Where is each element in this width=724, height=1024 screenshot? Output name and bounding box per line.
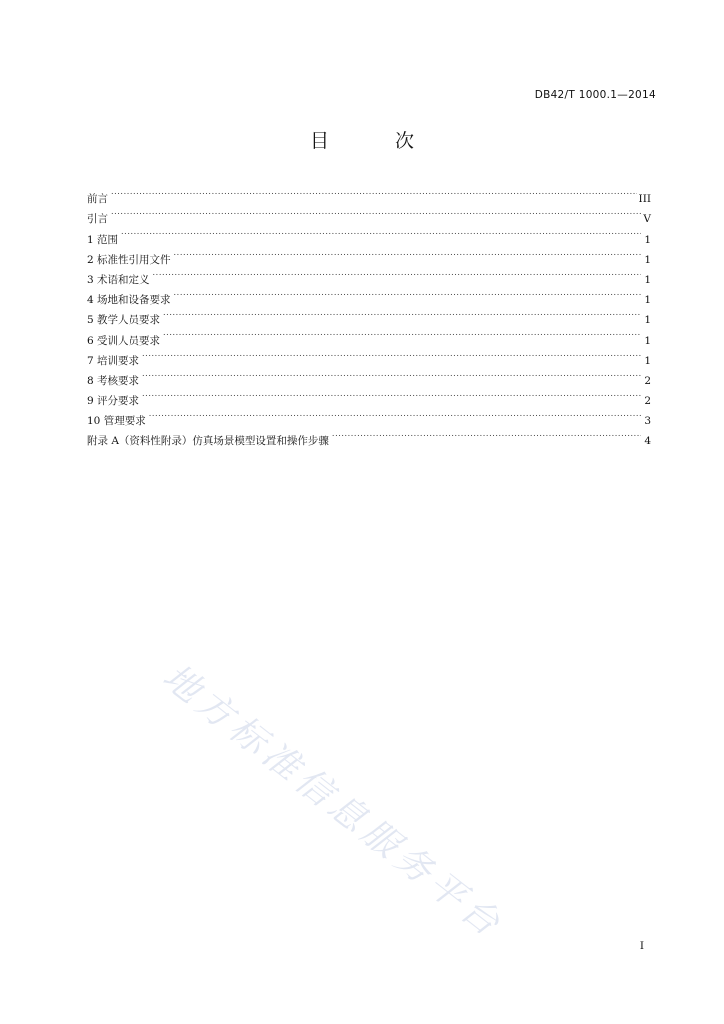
dot-leader <box>174 283 641 303</box>
dot-leader <box>121 222 641 242</box>
dot-leader <box>149 404 641 424</box>
toc-entry-page: 2 <box>644 395 651 408</box>
dot-leader <box>174 243 641 263</box>
toc-entry-label: 4 场地和设备要求 <box>87 294 171 307</box>
toc-entry-scope[interactable] <box>87 222 651 246</box>
dot-leader <box>111 182 637 202</box>
toc-entry-training[interactable] <box>87 344 651 367</box>
toc-entry-label: 附录 A（资料性附录）仿真场景模型设置和操作步骤 <box>87 435 329 448</box>
toc-entry-page: 1 <box>644 253 651 266</box>
toc-entry-label: 2 标准性引用文件 <box>87 253 171 266</box>
toc-entry-page: 1 <box>644 294 651 307</box>
toc-entry-page: III <box>638 193 651 206</box>
toc-entry-teaching-staff[interactable] <box>87 303 651 327</box>
toc-entry-normative-references[interactable] <box>87 243 651 266</box>
toc-entry-page: 3 <box>644 415 651 428</box>
table-of-contents <box>87 182 651 448</box>
toc-entry-introduction[interactable] <box>87 202 651 226</box>
dot-leader <box>142 344 641 364</box>
dot-leader <box>111 202 641 222</box>
dot-leader <box>163 323 641 343</box>
toc-entry-site-equipment[interactable] <box>87 283 651 307</box>
toc-entry-trainees[interactable] <box>87 323 651 347</box>
toc-entry-label: 6 受训人员要求 <box>87 334 161 347</box>
toc-entry-label: 9 评分要求 <box>87 395 140 408</box>
standard-code: DB42/T 1000.1—2014 <box>534 89 656 101</box>
dot-leader <box>332 424 641 444</box>
page-number: I <box>639 940 644 952</box>
toc-entry-label: 7 培训要求 <box>87 354 140 367</box>
toc-entry-page: 2 <box>644 374 651 387</box>
dot-leader <box>153 263 641 283</box>
toc-entry-management[interactable] <box>87 404 651 428</box>
toc-entry-assessment[interactable] <box>87 364 651 387</box>
toc-entry-appendix-a[interactable] <box>87 424 651 448</box>
toc-entry-page: 1 <box>644 334 651 347</box>
toc-entry-scoring[interactable] <box>87 384 651 408</box>
dot-leader <box>142 364 641 384</box>
toc-entry-label: 10 管理要求 <box>87 415 146 428</box>
dot-leader <box>142 384 641 404</box>
toc-entry-label: 3 术语和定义 <box>87 273 150 286</box>
toc-title: 目 次 <box>309 130 445 152</box>
toc-entry-page: 1 <box>644 233 651 246</box>
toc-entry-label: 1 范围 <box>87 233 119 246</box>
toc-entry-page: V <box>643 213 651 226</box>
toc-entry-label: 8 考核要求 <box>87 374 140 387</box>
toc-entry-page: 1 <box>644 354 651 367</box>
dot-leader <box>163 303 641 323</box>
toc-entry-label: 5 教学人员要求 <box>87 314 161 327</box>
toc-entry-page: 1 <box>644 273 651 286</box>
toc-entry-foreword[interactable] <box>87 182 651 206</box>
toc-entry-page: 4 <box>644 435 651 448</box>
toc-entry-terms-definitions[interactable] <box>87 263 651 286</box>
toc-entry-label: 前言 <box>87 193 108 206</box>
watermark: 地方标准信息服务平台 <box>154 656 512 948</box>
toc-entry-label: 引言 <box>87 213 108 226</box>
toc-entry-page: 1 <box>644 314 651 327</box>
